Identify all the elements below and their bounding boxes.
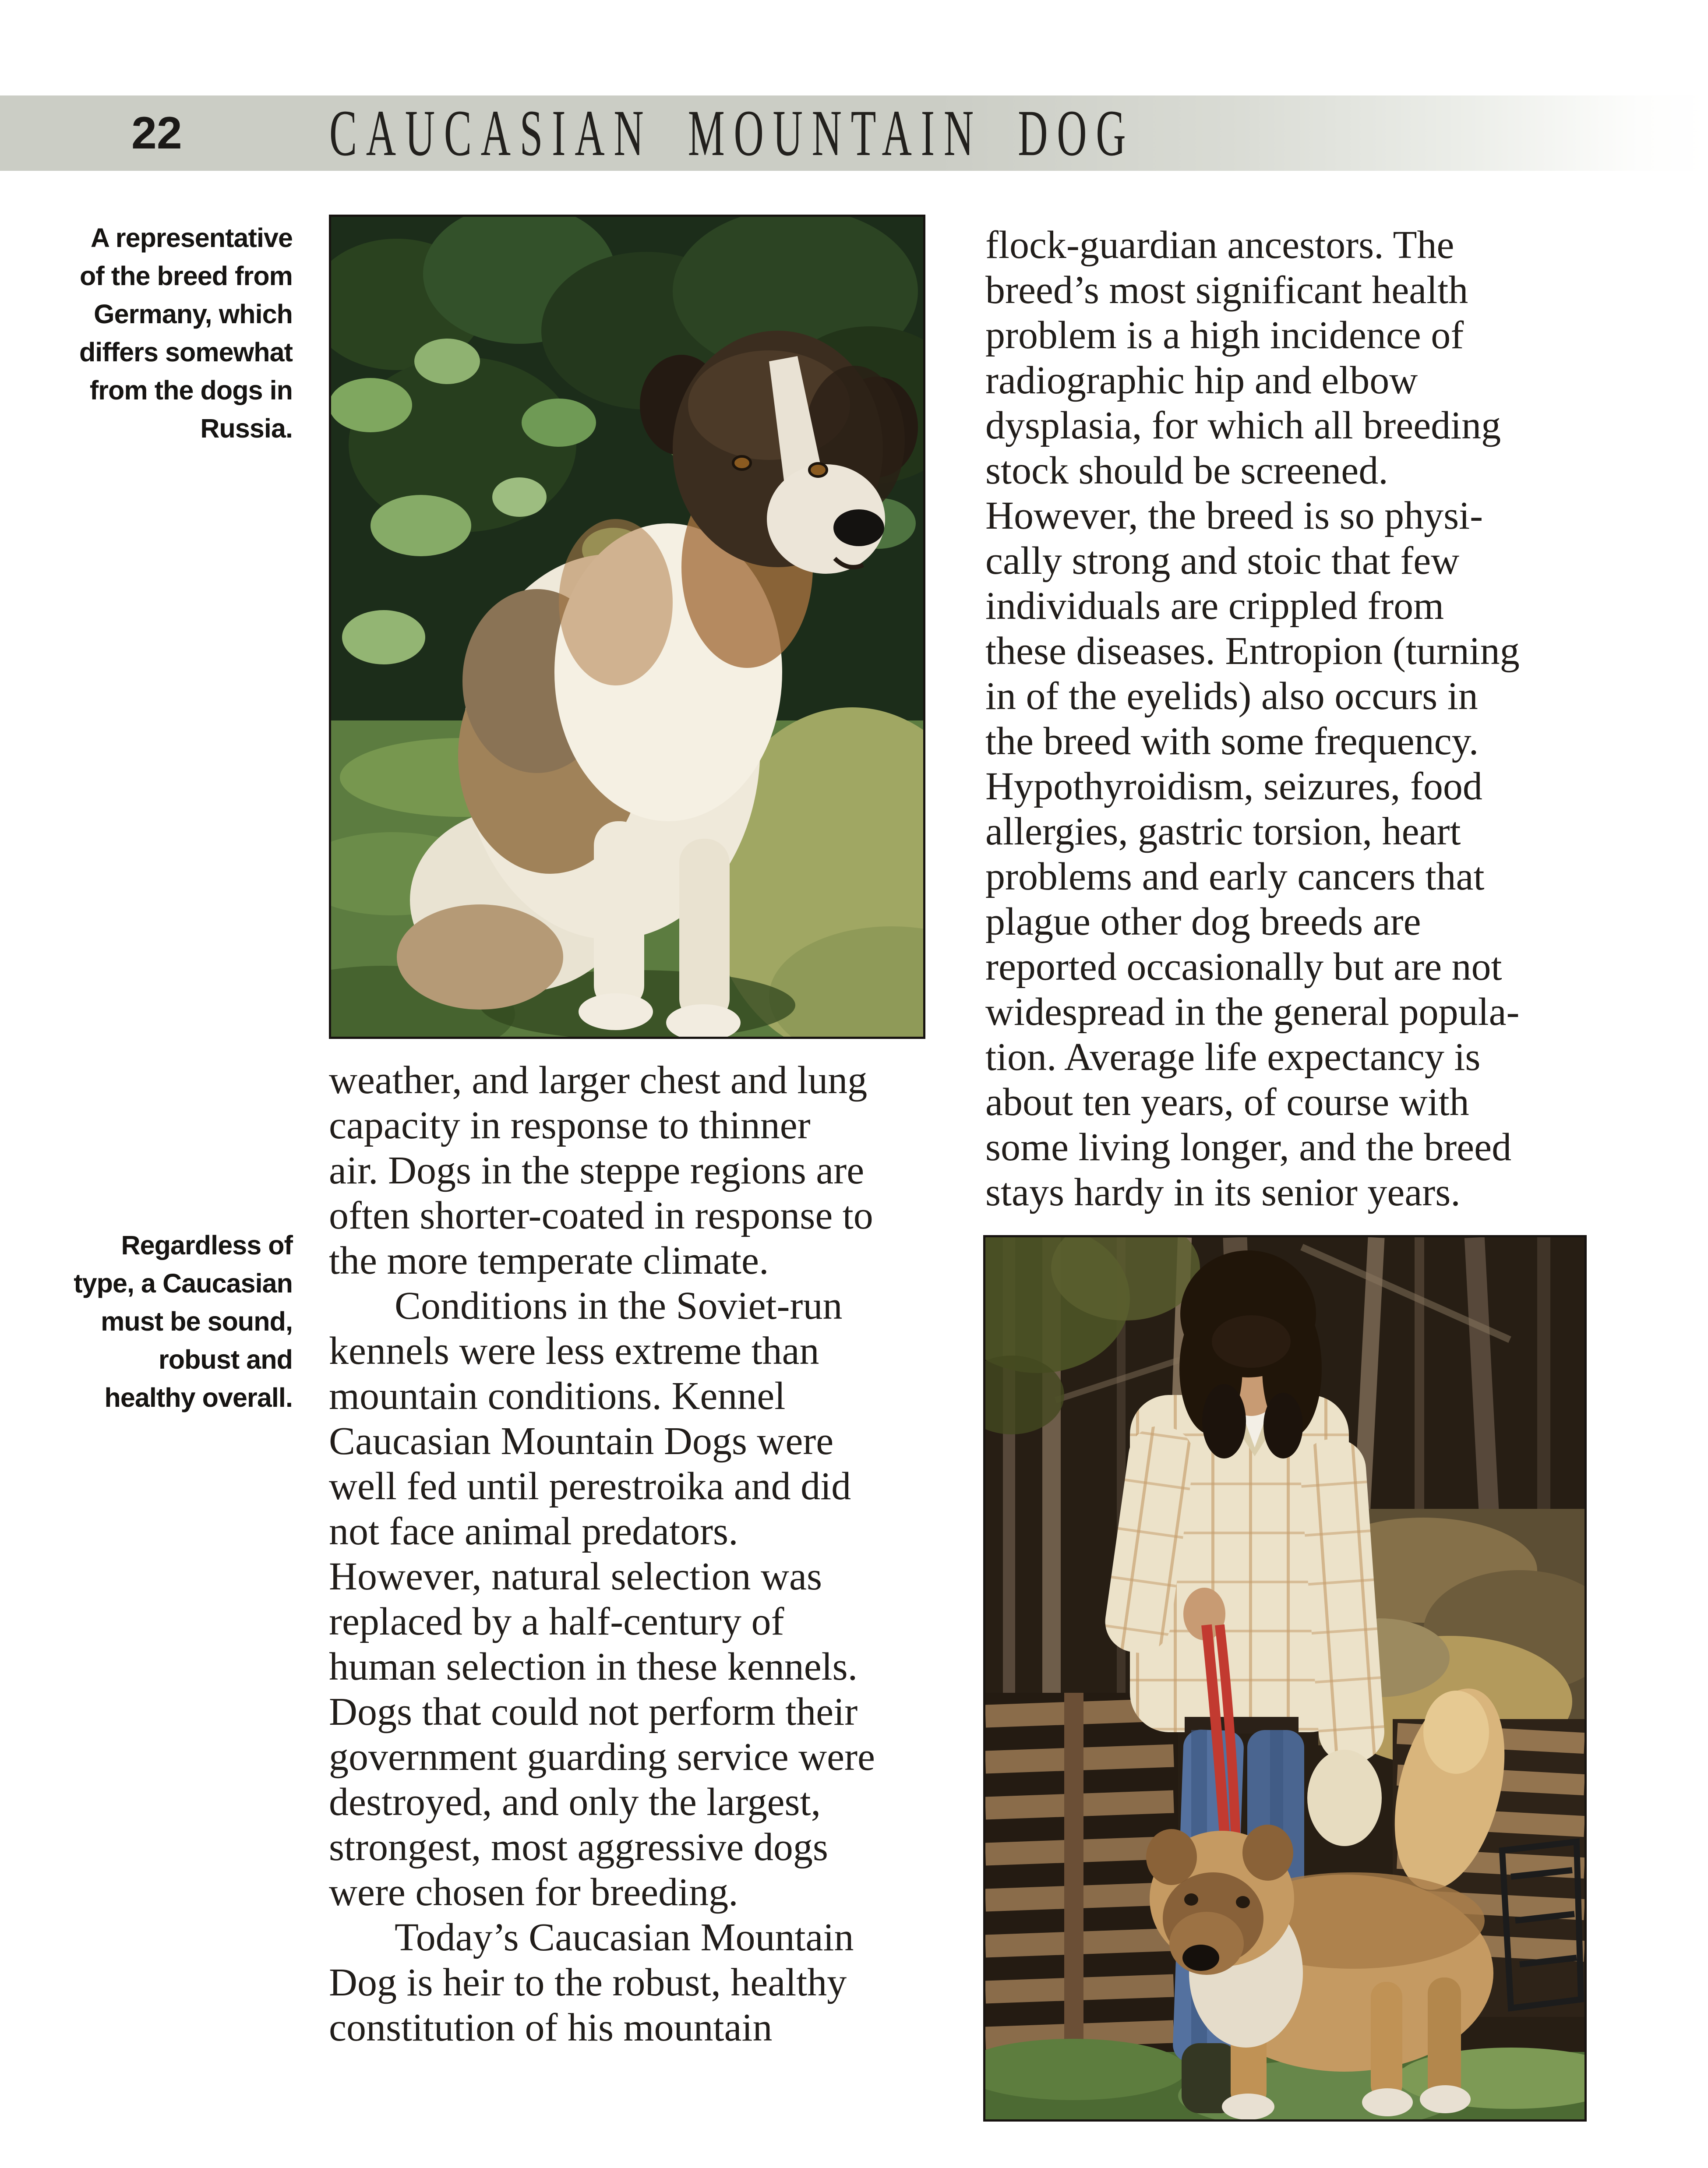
text-line: not face animal predators.: [329, 1510, 738, 1553]
text-line: Conditions in the Soviet-run: [395, 1284, 843, 1328]
text-line: destroyed, and only the largest,: [329, 1780, 821, 1824]
text-line: breed’s most significant health: [985, 268, 1468, 312]
text-line: the more temperate climate.: [329, 1239, 769, 1282]
text-line: widespread in the general popula-: [985, 990, 1520, 1034]
column-middle: [329, 1058, 973, 2050]
text-line: in of the eyelids) also occurs in: [985, 674, 1478, 718]
caption-line: Russia.: [200, 413, 293, 443]
caption-line: Germany, which: [94, 299, 293, 329]
text-line: radiographic hip and elbow: [985, 359, 1418, 402]
text-line: well fed until perestroika and did: [329, 1465, 851, 1508]
caption-line: healthy overall.: [104, 1383, 293, 1412]
caption-line: differs somewhat: [79, 337, 293, 367]
text-line: some living longer, and the breed: [985, 1126, 1512, 1169]
text-line: weather, and larger chest and lung: [329, 1059, 868, 1102]
text-line: Dogs that could not perform their: [329, 1690, 858, 1734]
text-line: replaced by a half-century of: [329, 1600, 784, 1643]
text-line: Caucasian Mountain Dogs were: [329, 1419, 834, 1463]
text-line: government guarding service were: [329, 1735, 875, 1779]
text-line: individuals are crippled from: [985, 584, 1444, 628]
text-line: these diseases. Entropion (turning: [985, 629, 1520, 673]
text-line: However, the breed is so physi-: [985, 494, 1483, 537]
text-line: stock should be screened.: [985, 449, 1388, 492]
text-line: problem is a high incidence of: [985, 314, 1464, 357]
text-line: often shorter-coated in response to: [329, 1194, 873, 1237]
sidebar-caption: [47, 1226, 293, 1417]
photo-man-with-dog: [983, 1235, 1587, 2122]
text-line: allergies, gastric torsion, heart: [985, 810, 1461, 853]
text-line: problems and early cancers that: [985, 855, 1485, 898]
text-line: the breed with some frequency.: [985, 720, 1479, 763]
text-line: Hypothyroidism, seizures, food: [985, 765, 1482, 808]
text-line: Dog is heir to the robust, healthy: [329, 1961, 847, 2004]
man-with-dog-illustration: [985, 1237, 1584, 2119]
text-line: kennels were less extreme than: [329, 1329, 819, 1373]
caption-line: Regardless of: [121, 1230, 293, 1260]
text-line: air. Dogs in the steppe regions are: [329, 1149, 865, 1192]
photo1-caption: [47, 219, 293, 448]
text-line: constitution of his mountain: [329, 2006, 773, 2049]
text-line: were chosen for breeding.: [329, 1871, 738, 1914]
caption-line: must be sound,: [101, 1306, 293, 1336]
text-line: strongest, most aggressive dogs: [329, 1825, 828, 1869]
text-line: mountain conditions. Kennel: [329, 1374, 786, 1418]
text-line: flock-guardian ancestors. The: [985, 223, 1454, 267]
caption-line: type, a Caucasian: [74, 1268, 293, 1298]
text-line: reported occasionally but are not: [985, 945, 1502, 989]
photo-sitting-dog: [329, 215, 925, 1039]
paragraph: [329, 1058, 973, 1283]
text-line: capacity in response to thinner: [329, 1104, 811, 1147]
text-line: However, natural selection was: [329, 1555, 822, 1598]
caption-line: of the breed from: [79, 261, 293, 291]
caption-line: from the dogs in: [89, 375, 293, 405]
paragraph: [329, 1915, 973, 2050]
text-line: dysplasia, for which all breeding: [985, 404, 1501, 447]
text-line: about ten years, of course with: [985, 1080, 1469, 1124]
caption-line: A representative: [90, 223, 293, 253]
page-title: CAUCASIAN MOUNTAIN DOG: [329, 97, 1135, 169]
text-line: Today’s Caucasian Mountain: [395, 1916, 854, 1959]
text-line: tion. Average life expectancy is: [985, 1035, 1481, 1079]
text-line: human selection in these kennels.: [329, 1645, 858, 1688]
sitting-dog-illustration: [331, 217, 923, 1037]
column-right: [985, 222, 1599, 1215]
text-line: stays hardy in its senior years.: [985, 1171, 1461, 1214]
text-line: cally strong and stoic that few: [985, 539, 1460, 583]
page-number: 22: [131, 107, 182, 159]
caption-line: robust and: [158, 1345, 293, 1374]
paragraph: [329, 1283, 973, 1915]
text-line: plague other dog breeds are: [985, 900, 1421, 943]
paragraph: [985, 222, 1599, 1215]
